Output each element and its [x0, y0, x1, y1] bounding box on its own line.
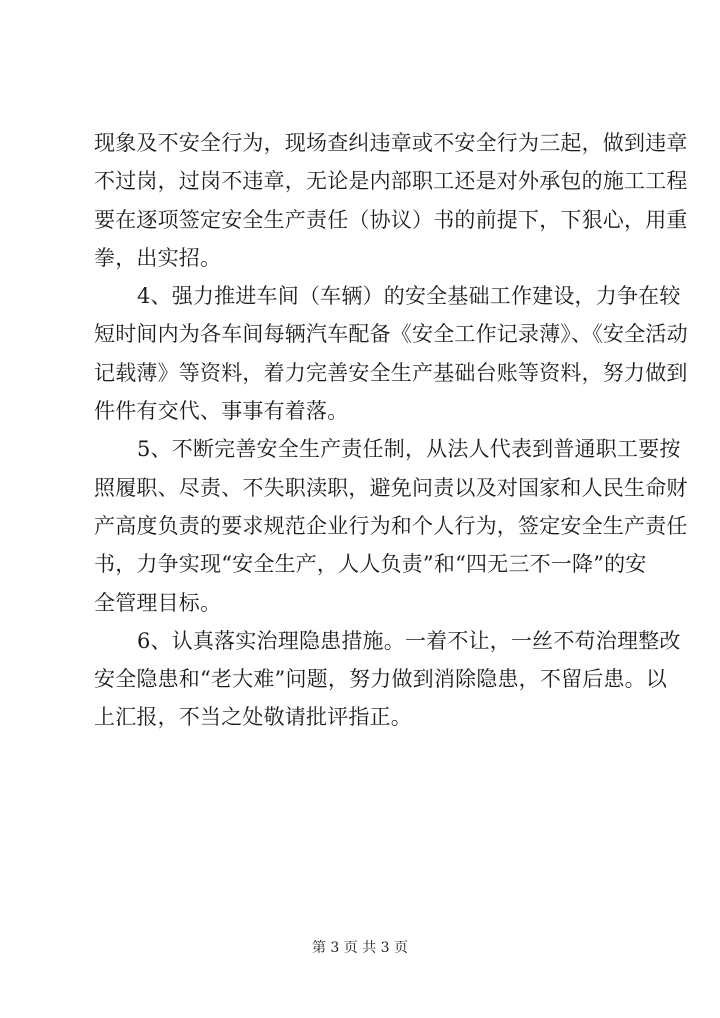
text-line: 产高度负责的要求规范企业行为和个人行为，签定安全生产责任: [94, 513, 688, 538]
text-line: 现象及不安全行为，现场查纠违章或不安全行为三起，做到违章: [94, 131, 688, 155]
text-line: 拳，出实招。: [94, 245, 222, 270]
text-line: 不过岗，过岗不违章，无论是内部职工还是对外承包的施工工程: [94, 169, 688, 194]
text-line: 上汇报，不当之处敬请批评指正。: [94, 705, 412, 730]
text-line: 全管理目标。: [94, 590, 222, 615]
page-footer: [0, 938, 720, 958]
paragraph-5-first-line: 5、不断完善安全生产责任制，从法人代表到普通职工要按: [137, 437, 681, 462]
text-line: 照履职、尽责、不失职渎职，避免问责以及对国家和人民生命财: [94, 475, 688, 500]
paragraph-6-first-line: 6、认真落实治理隐患措施。一着不让，一丝不苟治理整改: [137, 628, 681, 653]
page-number-label: 第 3 页 共 3 页: [311, 940, 409, 956]
body-text: [94, 124, 688, 737]
text-line: 安全隐患和“老大难”问题，努力做到消除隐患，不留后患。以: [94, 667, 668, 692]
text-line: 件件有交代、事事有着落。: [94, 399, 349, 424]
text-line: 短时间内为各车间每辆汽车配备《安全工作记录薄》、《安全活动: [94, 322, 688, 347]
text-line: 记载薄》等资料，着力完善安全生产基础台账等资料，努力做到: [94, 360, 688, 385]
text-line: 要在逐项签定安全生产责任（协议）书的前提下，下狠心，用重: [94, 207, 688, 232]
text-line: 书，力争实现“安全生产，人人负责”和“四无三不一降”的安: [94, 552, 647, 577]
paragraph-4-first-line: 4、强力推进车间（车辆）的安全基础工作建设，力争在较: [137, 284, 681, 309]
